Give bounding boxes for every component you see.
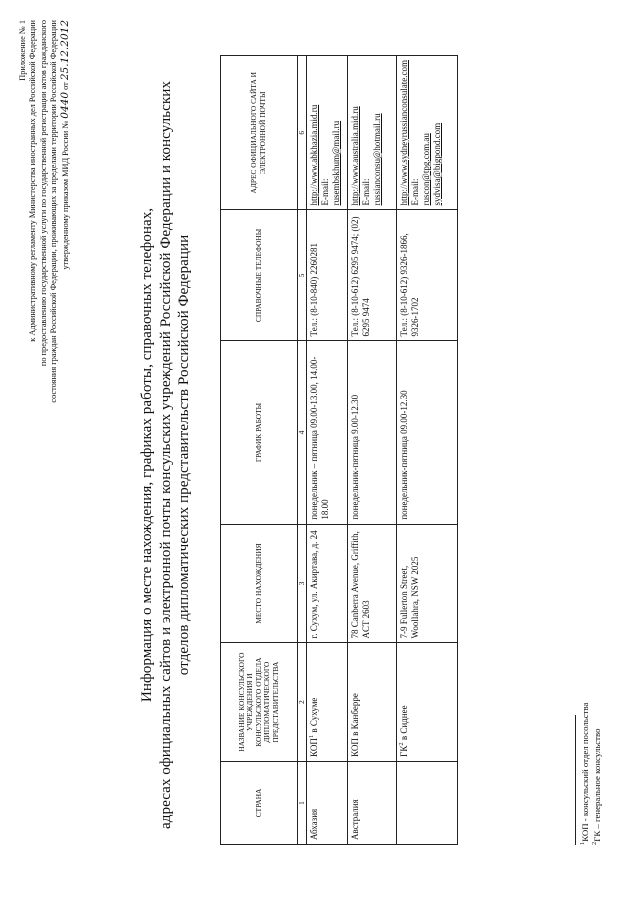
contacts-cell — [348, 56, 397, 210]
email-label: E-mail: — [361, 178, 371, 206]
table-row — [348, 56, 397, 845]
appendix-line: состояния граждан Российской Федерации, проживающих за пределами территории Российской Федерации — [49, 20, 59, 403]
table-row — [397, 56, 458, 845]
website-link[interactable]: http://www.australia.mid.ru — [350, 106, 360, 206]
column-number: 5 — [298, 210, 307, 341]
website-link[interactable]: http://www.abkhazia.mid.ru — [309, 104, 319, 206]
order-number: 0440 — [58, 91, 71, 119]
office-city: в Сухуме — [309, 697, 319, 735]
office-abbr: КОП — [309, 738, 319, 757]
appendix-header — [18, 20, 71, 620]
contacts-cell — [397, 56, 458, 210]
contacts-cell — [307, 56, 348, 210]
column-number: 1 — [298, 761, 307, 844]
footnote-marker: 1 — [579, 841, 587, 845]
email-link[interactable]: ruscon@tpg.com.au — [421, 133, 431, 206]
document-title — [138, 45, 194, 865]
column-number: 4 — [298, 341, 307, 524]
column-header: АДРЕС ОФИЦИАЛЬНОГО САЙТА И ЭЛЕКТРОННОЙ ПОЧТЫ — [221, 56, 298, 210]
email-label: E-mail: — [320, 178, 330, 206]
office-cell: КОП в Канберре — [348, 643, 397, 761]
office-abbr: ГК — [399, 745, 409, 757]
footnote-ref: 2 — [398, 742, 405, 746]
column-number: 6 — [298, 56, 307, 210]
phones-cell: Тел.: (8-10-612) 6295 9474; (02) 6295 9474 — [348, 210, 397, 341]
footnote — [591, 703, 603, 845]
email-link[interactable]: sydvisa@bigpond.com — [432, 122, 442, 206]
appendix-line: к Административному регламенту Министерства иностранных дел Российской Федерации — [28, 20, 38, 342]
appendix-line: по предоставлению государственной услуги по государственной регистрации актов гражданского — [38, 20, 48, 367]
email-link[interactable]: russianconsu@hotmail.ru — [372, 113, 382, 206]
column-header: МЕСТО НАХОЖДЕНИЯ — [221, 524, 298, 643]
schedule-cell: понедельник – пятница 09.00-13.00, 14.00-18.00 — [307, 341, 348, 524]
column-header: СТРАНА — [221, 761, 298, 844]
column-header: НАЗВАНИЕ КОНСУЛЬСКОГО УЧРЕЖДЕНИЯ И КОНСУЛЬСКОГО ОТДЕЛА ДИПЛОМАТИЧЕСКОГО ПРЕДСТАВИТЕЛЬСТВА — [221, 643, 298, 761]
consulates-table — [220, 55, 458, 845]
title-line: адресах официальных сайтов и электронной почты консульских учреждений Российской Федерации и консульских — [156, 81, 174, 829]
footnote — [579, 703, 591, 845]
column-number-row — [298, 56, 307, 845]
office-cell — [307, 643, 348, 761]
email-label: E-mail: — [410, 178, 420, 206]
footnote-marker: 2 — [591, 841, 599, 845]
appendix-approval-line — [60, 20, 71, 620]
office-cell — [397, 643, 458, 761]
date-prefix: от — [60, 82, 70, 90]
table-row — [307, 56, 348, 845]
location-cell: г. Сухум, ул. Акиртава, д. 24 — [307, 524, 348, 643]
appendix-title: Приложение № 1 — [18, 20, 27, 81]
column-header: ГРАФИК РАБОТЫ — [221, 341, 298, 524]
footnote-ref: 1 — [308, 734, 315, 739]
location-cell: 78 Canberra Avenue, Griffith, ACT 2603 — [348, 524, 397, 643]
phones-cell: Тел.: (8-10-612) 9326-1866, 9326-1702 — [397, 210, 458, 341]
country-cell: Австралия — [348, 761, 397, 844]
footnote-text: КОП - консульский отдел посольства — [580, 702, 590, 842]
schedule-cell: понедельник-пятница 09.00-12.30 — [397, 341, 458, 524]
column-number: 2 — [298, 643, 307, 761]
location-cell: 7-9 Fullerton Street, Woollahra, NSW 2025 — [397, 524, 458, 643]
title-line: Информация о месте нахождения, графиках работы, справочных телефонах, — [138, 207, 155, 703]
schedule-cell: понедельник-пятница 9.00-12.30 — [348, 341, 397, 524]
approval-prefix: утвержденному приказом МИД России № — [60, 120, 70, 270]
office-city: в Сиднее — [399, 705, 409, 743]
phones-cell: Тел.: (8-10-840) 2260281 — [307, 210, 348, 341]
column-header: СПРАВОЧНЫЕ ТЕЛЕФОНЫ — [221, 210, 298, 341]
order-date: 25.12.2012 — [58, 20, 71, 81]
footnotes — [575, 703, 603, 845]
footnote-divider — [575, 715, 576, 845]
column-number: 3 — [298, 524, 307, 643]
email-link[interactable]: rusembskhum@mail.ru — [331, 120, 341, 206]
title-line: отделов дипломатических представительств Российской Федерации — [175, 234, 192, 676]
website-link[interactable]: http://www.sydneyrussianconsulate.com — [399, 60, 409, 206]
table-header-row — [221, 56, 298, 845]
country-cell: Абхазия — [307, 761, 348, 844]
footnote-text: ГК – генеральное консульство — [592, 728, 602, 842]
country-cell — [397, 761, 458, 844]
